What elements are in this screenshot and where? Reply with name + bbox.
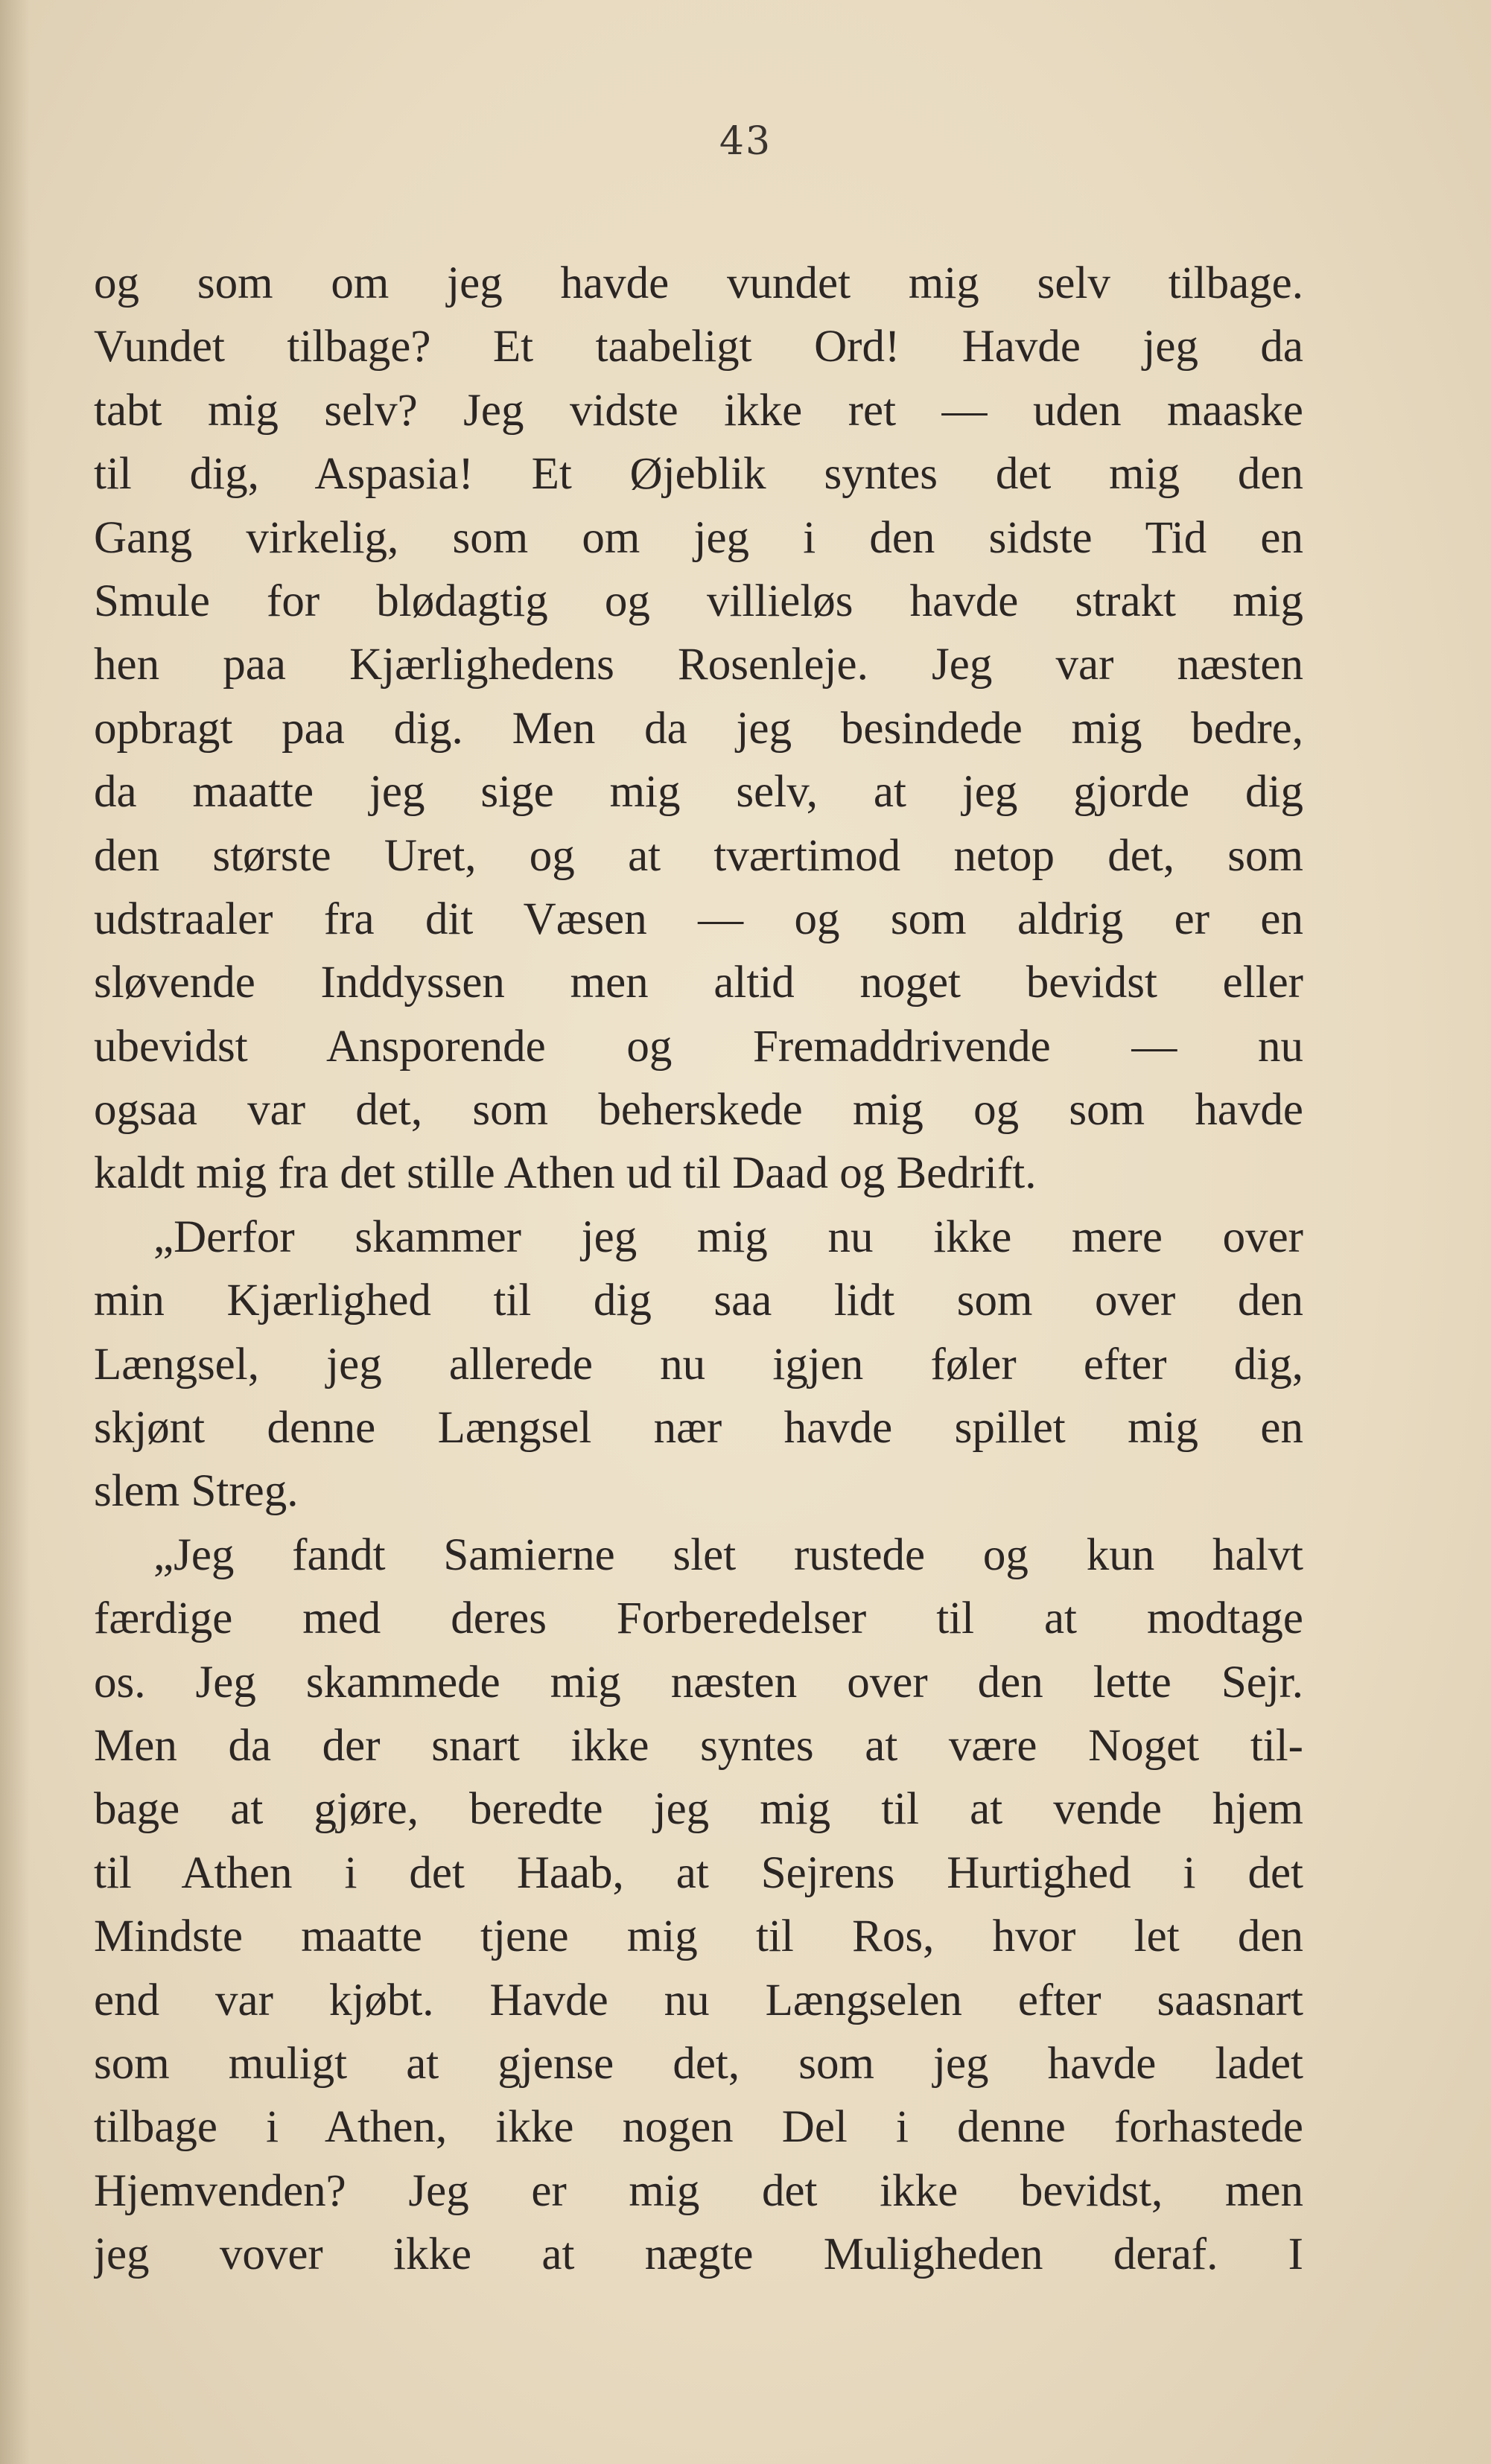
text-line: ubevidst Ansporende og Fremaddrivende — nu xyxy=(94,1021,1303,1072)
text-line: Smule for blødagtig og villieløs havde strakt mig xyxy=(94,576,1303,626)
text-line: Gang virkelig, som om jeg i den sidste Tid en xyxy=(94,512,1303,563)
text-line: bage at gjøre, beredte jeg mig til at vende hjem xyxy=(94,1784,1303,1835)
text-line: Men da der snart ikke syntes at være Noget til- xyxy=(94,1720,1303,1771)
text-line: tilbage i Athen, ikke nogen Del i denne forhastede xyxy=(94,2102,1303,2153)
text-line: „Jeg fandt Samierne slet rustede og kun halvt xyxy=(153,1529,1303,1580)
text-line: end var kjøbt. Havde nu Længselen efter saasnart xyxy=(94,1975,1303,2025)
text-line: sløvende Inddyssen men altid noget bevidst eller xyxy=(94,958,1303,1008)
text-line: kaldt mig fra det stille Athen ud til Daad og Bedrift. xyxy=(94,1148,1037,1199)
text-line: Længsel, jeg allerede nu igjen føler efter dig, xyxy=(94,1339,1303,1389)
text-line: skjønt denne Længsel nær havde spillet mig en xyxy=(94,1403,1303,1454)
text-line: opbragt paa dig. Men da jeg besindede mig bedre, xyxy=(94,703,1303,754)
text-line: Hjemvenden? Jeg er mig det ikke bevidst, men xyxy=(94,2165,1303,2216)
text-line: tabt mig selv? Jeg vidste ikke ret — uden maaske xyxy=(94,385,1303,436)
text-line: os. Jeg skammede mig næsten over den lette Sejr. xyxy=(94,1657,1303,1707)
page-number: 43 xyxy=(719,119,772,164)
text-line: da maatte jeg sige mig selv, at jeg gjorde dig xyxy=(94,767,1303,818)
text-line: færdige med deres Forberedelser til at modtage xyxy=(94,1594,1303,1644)
text-line: Mindste maatte tjene mig til Ros, hvor let den xyxy=(94,1911,1303,1962)
text-line: min Kjærlighed til dig saa lidt som over den xyxy=(94,1276,1303,1326)
binding-shadow xyxy=(0,0,30,2464)
body-text xyxy=(94,252,1303,2287)
text-line: slem Streg. xyxy=(94,1466,299,1517)
text-line: den største Uret, og at tværtimod netop det, som xyxy=(94,830,1303,881)
text-line: som muligt at gjense det, som jeg havde ladet xyxy=(94,2038,1303,2089)
text-line: til dig, Aspasia! Et Øjeblik syntes det mig den xyxy=(94,449,1303,500)
text-line: udstraaler fra dit Væsen — og som aldrig er en xyxy=(94,894,1303,944)
text-line: jeg vover ikke at nægte Muligheden deraf. I xyxy=(94,2229,1303,2280)
text-line: til Athen i det Haab, at Sejrens Hurtighed i det xyxy=(94,1847,1303,1898)
text-line: Vundet tilbage? Et taabeligt Ord! Havde jeg da xyxy=(94,322,1303,372)
text-line: og som om jeg havde vundet mig selv tilbage. xyxy=(94,258,1303,308)
text-line: „Derfor skammer jeg mig nu ikke mere over xyxy=(153,1212,1303,1262)
text-line: hen paa Kjærlighedens Rosenleje. Jeg var næsten xyxy=(94,640,1303,690)
text-line: ogsaa var det, som beherskede mig og som havde xyxy=(94,1085,1303,1136)
